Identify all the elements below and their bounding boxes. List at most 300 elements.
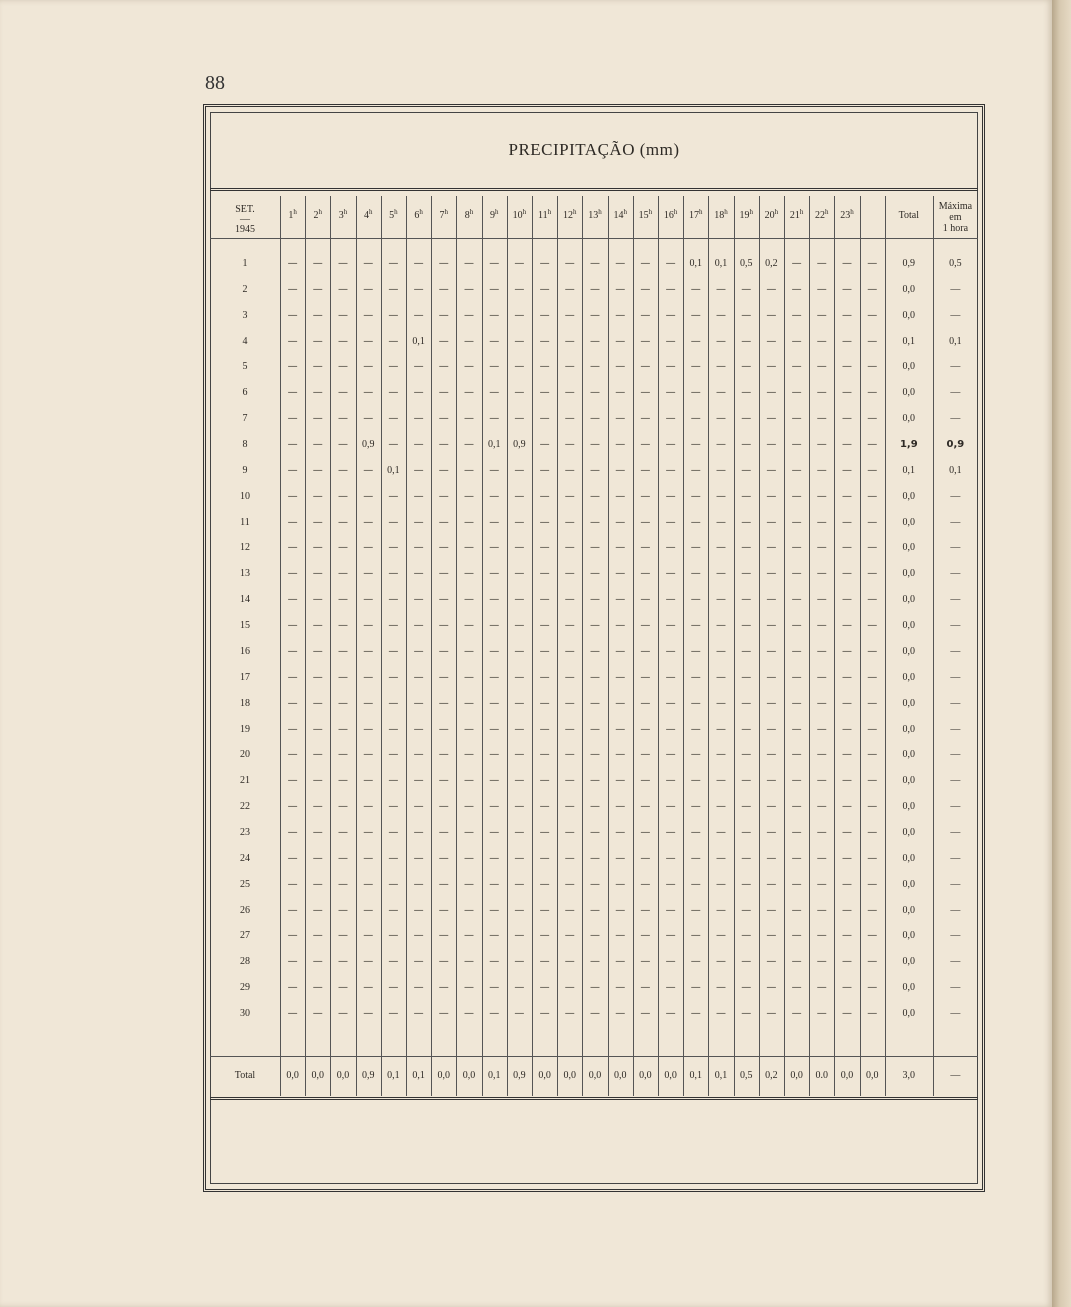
empty-dash: — xyxy=(741,852,752,864)
empty-dash: — xyxy=(690,878,701,890)
empty-dash: — xyxy=(589,620,600,632)
day-max: — xyxy=(950,852,961,864)
day-max: — xyxy=(950,361,961,373)
empty-dash: — xyxy=(363,335,374,347)
empty-dash: — xyxy=(514,645,525,657)
empty-dash: — xyxy=(615,594,626,606)
empty-dash: — xyxy=(640,826,651,838)
grand-max: — xyxy=(950,1070,961,1081)
empty-dash: — xyxy=(413,671,424,683)
empty-dash: — xyxy=(665,775,676,787)
empty-dash: — xyxy=(413,749,424,761)
empty-dash: — xyxy=(463,749,474,761)
empty-dash: — xyxy=(413,258,424,269)
empty-dash: — xyxy=(715,309,726,321)
empty-dash: — xyxy=(287,697,298,709)
empty-dash: — xyxy=(640,594,651,606)
empty-dash: — xyxy=(413,361,424,373)
empty-dash: — xyxy=(665,568,676,580)
hour-number: 18 xyxy=(714,210,725,221)
empty-dash: — xyxy=(337,283,348,295)
day-label: 29 xyxy=(240,982,250,994)
hour-number: 13 xyxy=(588,210,599,221)
empty-dash: — xyxy=(589,1008,600,1019)
empty-dash: — xyxy=(665,671,676,683)
empty-dash: — xyxy=(564,852,575,864)
empty-dash: — xyxy=(463,1008,474,1019)
empty-dash: — xyxy=(539,620,550,632)
empty-dash: — xyxy=(640,930,651,942)
hour-number: 21 xyxy=(789,210,800,221)
empty-dash: — xyxy=(463,490,474,502)
empty-dash: — xyxy=(287,490,298,502)
empty-dash: — xyxy=(715,620,726,632)
empty-dash: — xyxy=(337,930,348,942)
empty-dash: — xyxy=(463,878,474,890)
empty-dash: — xyxy=(665,1008,676,1019)
empty-dash: — xyxy=(564,413,575,425)
day-total: 0,0 xyxy=(902,361,916,373)
empty-dash: — xyxy=(640,956,651,968)
empty-dash: — xyxy=(438,749,449,761)
empty-dash: — xyxy=(337,697,348,709)
hour-value: 0,9 xyxy=(361,439,375,451)
empty-dash: — xyxy=(690,801,701,813)
empty-dash: — xyxy=(514,801,525,813)
empty-dash: — xyxy=(463,516,474,528)
empty-dash: — xyxy=(388,852,399,864)
empty-dash: — xyxy=(841,335,852,347)
hour-number: 12 xyxy=(563,210,574,221)
empty-dash: — xyxy=(388,801,399,813)
empty-dash: — xyxy=(715,878,726,890)
empty-dash: — xyxy=(841,464,852,476)
empty-dash: — xyxy=(715,335,726,347)
empty-dash: — xyxy=(312,516,323,528)
empty-dash: — xyxy=(539,490,550,502)
empty-dash: — xyxy=(388,826,399,838)
empty-dash: — xyxy=(867,826,878,838)
empty-dash: — xyxy=(615,620,626,632)
empty-dash: — xyxy=(640,439,651,451)
empty-dash: — xyxy=(615,542,626,554)
empty-dash: — xyxy=(539,697,550,709)
empty-dash: — xyxy=(337,1008,348,1019)
empty-dash: — xyxy=(867,723,878,735)
day-label: 6 xyxy=(242,387,248,399)
empty-dash: — xyxy=(312,620,323,632)
empty-dash: — xyxy=(615,387,626,399)
empty-dash: — xyxy=(690,413,701,425)
hour-value: 0,2 xyxy=(765,258,778,269)
day-total: 0,0 xyxy=(902,723,916,735)
empty-dash: — xyxy=(489,490,500,502)
day-label: 27 xyxy=(240,930,250,942)
empty-dash: — xyxy=(841,852,852,864)
hour-value: 0,1 xyxy=(387,464,400,476)
header-max-line: em xyxy=(949,212,962,223)
empty-dash: — xyxy=(413,413,424,425)
empty-dash: — xyxy=(463,309,474,321)
empty-dash: — xyxy=(589,749,600,761)
empty-dash: — xyxy=(413,568,424,580)
hour-suffix: h xyxy=(598,208,602,216)
empty-dash: — xyxy=(489,878,500,890)
empty-dash: — xyxy=(287,335,298,347)
empty-dash: — xyxy=(715,1008,726,1019)
empty-dash: — xyxy=(690,594,701,606)
hour-header xyxy=(557,206,582,222)
empty-dash: — xyxy=(741,516,752,528)
empty-dash: — xyxy=(816,852,827,864)
header-year: 1945 xyxy=(235,224,255,235)
empty-dash: — xyxy=(665,930,676,942)
empty-dash: — xyxy=(741,283,752,295)
empty-dash: — xyxy=(413,387,424,399)
hour-suffix: h xyxy=(494,208,499,216)
empty-dash: — xyxy=(741,775,752,787)
empty-dash: — xyxy=(715,775,726,787)
empty-dash: — xyxy=(791,930,802,942)
empty-dash: — xyxy=(413,594,424,606)
empty-dash: — xyxy=(438,697,449,709)
empty-dash: — xyxy=(791,645,802,657)
empty-dash: — xyxy=(589,309,600,321)
hour-value: 0,9 xyxy=(513,439,526,451)
empty-dash: — xyxy=(791,775,802,787)
empty-dash: — xyxy=(867,620,878,632)
empty-dash: — xyxy=(816,309,827,321)
total-hour-value: 0,0 xyxy=(613,1070,627,1081)
empty-dash: — xyxy=(388,439,399,451)
empty-dash: — xyxy=(363,361,374,373)
empty-dash: — xyxy=(463,258,474,269)
hour-header xyxy=(406,206,431,222)
empty-dash: — xyxy=(287,749,298,761)
empty-dash: — xyxy=(463,697,474,709)
day-label: 22 xyxy=(240,801,250,813)
empty-dash: — xyxy=(564,309,575,321)
empty-dash: — xyxy=(539,335,550,347)
empty-dash: — xyxy=(741,439,752,451)
empty-dash: — xyxy=(564,283,575,295)
day-max: 0,5 xyxy=(949,258,962,269)
total-hour-value: 0,5 xyxy=(739,1070,753,1081)
total-hour-value: 0,9 xyxy=(361,1070,375,1081)
empty-dash: — xyxy=(766,826,777,838)
empty-dash: — xyxy=(615,516,626,528)
empty-dash: — xyxy=(489,464,500,476)
empty-dash: — xyxy=(615,801,626,813)
empty-dash: — xyxy=(413,309,424,321)
day-total: 0,1 xyxy=(902,464,916,476)
empty-dash: — xyxy=(589,852,600,864)
empty-dash: — xyxy=(489,671,500,683)
empty-dash: — xyxy=(816,749,827,761)
empty-dash: — xyxy=(388,749,399,761)
empty-dash: — xyxy=(841,723,852,735)
empty-dash: — xyxy=(690,542,701,554)
empty-dash: — xyxy=(867,671,878,683)
empty-dash: — xyxy=(463,335,474,347)
day-label: 2 xyxy=(242,283,248,295)
empty-dash: — xyxy=(615,413,626,425)
empty-dash: — xyxy=(867,361,878,373)
empty-dash: — xyxy=(438,775,449,787)
empty-dash: — xyxy=(791,671,802,683)
empty-dash: — xyxy=(791,516,802,528)
empty-dash: — xyxy=(741,1008,752,1019)
day-total: 0,0 xyxy=(902,309,916,321)
empty-dash: — xyxy=(867,956,878,968)
empty-dash: — xyxy=(287,258,298,269)
empty-dash: — xyxy=(514,309,525,321)
empty-dash: — xyxy=(287,439,298,451)
empty-dash: — xyxy=(337,361,348,373)
empty-dash: — xyxy=(715,283,726,295)
empty-dash: — xyxy=(413,826,424,838)
hour-number: 22 xyxy=(815,210,826,221)
empty-dash: — xyxy=(741,723,752,735)
day-label: 21 xyxy=(240,775,250,787)
empty-dash: — xyxy=(564,620,575,632)
empty-dash: — xyxy=(489,413,500,425)
empty-dash: — xyxy=(741,413,752,425)
day-label: 16 xyxy=(240,645,250,657)
empty-dash: — xyxy=(564,490,575,502)
empty-dash: — xyxy=(615,439,626,451)
empty-dash: — xyxy=(463,852,474,864)
empty-dash: — xyxy=(766,878,777,890)
day-label: 4 xyxy=(242,335,248,347)
empty-dash: — xyxy=(665,982,676,994)
empty-dash: — xyxy=(363,1008,374,1019)
empty-dash: — xyxy=(665,361,676,373)
empty-dash: — xyxy=(791,723,802,735)
hour-number: 19 xyxy=(739,210,750,221)
empty-dash: — xyxy=(287,775,298,787)
empty-dash: — xyxy=(312,878,323,890)
total-hour-value: 0,0 xyxy=(336,1070,350,1081)
empty-dash: — xyxy=(690,904,701,916)
empty-dash: — xyxy=(337,671,348,683)
hour-header xyxy=(582,206,607,222)
empty-dash: — xyxy=(539,956,550,968)
day-total: 0,0 xyxy=(902,930,916,942)
empty-dash: — xyxy=(640,904,651,916)
empty-dash: — xyxy=(312,413,323,425)
hour-number: 7 xyxy=(439,210,445,221)
day-total: 0,0 xyxy=(902,904,916,916)
empty-dash: — xyxy=(766,490,777,502)
empty-dash: — xyxy=(413,464,424,476)
empty-dash: — xyxy=(287,671,298,683)
day-total: 0,9 xyxy=(902,258,916,269)
empty-dash: — xyxy=(640,878,651,890)
empty-dash: — xyxy=(287,645,298,657)
empty-dash: — xyxy=(413,542,424,554)
hour-header xyxy=(658,206,683,222)
empty-dash: — xyxy=(867,283,878,295)
day-label: 17 xyxy=(240,671,250,683)
empty-dash: — xyxy=(489,361,500,373)
empty-dash: — xyxy=(867,490,878,502)
hour-suffix: h xyxy=(648,208,653,216)
empty-dash: — xyxy=(312,490,323,502)
day-label: 15 xyxy=(240,620,250,632)
empty-dash: — xyxy=(741,956,752,968)
empty-dash: — xyxy=(287,516,298,528)
empty-dash: — xyxy=(413,878,424,890)
empty-dash: — xyxy=(312,1008,323,1019)
empty-dash: — xyxy=(388,594,399,606)
empty-dash: — xyxy=(514,826,525,838)
empty-dash: — xyxy=(337,749,348,761)
empty-dash: — xyxy=(816,671,827,683)
day-label: 19 xyxy=(240,723,250,735)
day-max: — xyxy=(950,697,961,709)
empty-dash: — xyxy=(665,697,676,709)
precipitation-table xyxy=(210,196,978,1096)
hour-suffix: h xyxy=(825,208,829,216)
total-hour-value: 0,0 xyxy=(437,1070,451,1081)
day-label: 5 xyxy=(242,361,248,373)
empty-dash: — xyxy=(715,801,726,813)
empty-dash: — xyxy=(363,594,374,606)
empty-dash: — xyxy=(867,801,878,813)
empty-dash: — xyxy=(287,283,298,295)
day-label: 28 xyxy=(240,956,250,968)
hour-suffix: h xyxy=(749,208,753,216)
header-rule xyxy=(210,238,978,239)
empty-dash: — xyxy=(489,516,500,528)
empty-dash: — xyxy=(816,464,827,476)
empty-dash: — xyxy=(312,749,323,761)
empty-dash: — xyxy=(589,645,600,657)
empty-dash: — xyxy=(841,749,852,761)
empty-dash: — xyxy=(287,982,298,994)
hour-header xyxy=(356,206,381,222)
empty-dash: — xyxy=(766,1008,777,1019)
empty-dash: — xyxy=(715,671,726,683)
empty-dash: — xyxy=(791,361,802,373)
empty-dash: — xyxy=(766,361,777,373)
empty-dash: — xyxy=(363,723,374,735)
hour-number: 23 xyxy=(840,210,851,221)
day-label: 30 xyxy=(240,1008,250,1019)
empty-dash: — xyxy=(589,723,600,735)
day-label: 8 xyxy=(242,439,248,451)
empty-dash: — xyxy=(388,645,399,657)
day-total: 0,0 xyxy=(902,852,916,864)
empty-dash: — xyxy=(438,464,449,476)
empty-dash: — xyxy=(312,439,323,451)
empty-dash: — xyxy=(791,439,802,451)
empty-dash: — xyxy=(816,490,827,502)
empty-dash: — xyxy=(413,645,424,657)
empty-dash: — xyxy=(514,878,525,890)
empty-dash: — xyxy=(867,1008,878,1019)
empty-dash: — xyxy=(766,620,777,632)
empty-dash: — xyxy=(690,1008,701,1019)
day-total: 0,0 xyxy=(902,801,916,813)
empty-dash: — xyxy=(589,982,600,994)
day-total: 0,0 xyxy=(902,387,916,399)
day-max: — xyxy=(950,826,961,838)
empty-dash: — xyxy=(337,826,348,838)
empty-dash: — xyxy=(816,982,827,994)
empty-dash: — xyxy=(690,723,701,735)
day-total: 0,0 xyxy=(902,956,916,968)
empty-dash: — xyxy=(438,826,449,838)
empty-dash: — xyxy=(766,930,777,942)
empty-dash: — xyxy=(463,542,474,554)
empty-dash: — xyxy=(438,439,449,451)
empty-dash: — xyxy=(665,335,676,347)
day-total: 0,0 xyxy=(902,749,916,761)
hour-suffix: h xyxy=(419,208,423,216)
header-month: SET. xyxy=(235,204,255,215)
empty-dash: — xyxy=(766,568,777,580)
empty-dash: — xyxy=(791,258,802,269)
empty-dash: — xyxy=(741,387,752,399)
empty-dash: — xyxy=(514,749,525,761)
empty-dash: — xyxy=(741,671,752,683)
header-total: Total xyxy=(898,210,919,221)
empty-dash: — xyxy=(791,490,802,502)
empty-dash: — xyxy=(690,956,701,968)
empty-dash: — xyxy=(816,697,827,709)
total-hour-value: 0,0 xyxy=(865,1070,879,1081)
empty-dash: — xyxy=(337,516,348,528)
empty-dash: — xyxy=(564,335,575,347)
day-total: 0,0 xyxy=(902,645,916,657)
empty-dash: — xyxy=(816,801,827,813)
empty-dash: — xyxy=(337,723,348,735)
empty-dash: — xyxy=(312,826,323,838)
empty-dash: — xyxy=(312,904,323,916)
day-label: 3 xyxy=(242,309,248,321)
hour-suffix: h xyxy=(522,208,527,216)
empty-dash: — xyxy=(539,852,550,864)
empty-dash: — xyxy=(363,801,374,813)
empty-dash: — xyxy=(564,826,575,838)
empty-dash: — xyxy=(287,361,298,373)
empty-dash: — xyxy=(388,309,399,321)
empty-dash: — xyxy=(589,826,600,838)
empty-dash: — xyxy=(791,1008,802,1019)
empty-dash: — xyxy=(841,594,852,606)
empty-dash: — xyxy=(640,361,651,373)
empty-dash: — xyxy=(741,464,752,476)
empty-dash: — xyxy=(287,801,298,813)
empty-dash: — xyxy=(489,930,500,942)
empty-dash: — xyxy=(715,723,726,735)
total-hour-value: 0,0 xyxy=(588,1070,602,1081)
empty-dash: — xyxy=(413,775,424,787)
empty-dash: — xyxy=(438,568,449,580)
empty-dash: — xyxy=(640,775,651,787)
empty-dash: — xyxy=(514,464,525,476)
empty-dash: — xyxy=(665,749,676,761)
empty-dash: — xyxy=(867,930,878,942)
empty-dash: — xyxy=(438,361,449,373)
day-total: 0,0 xyxy=(902,283,916,295)
empty-dash: — xyxy=(589,516,600,528)
empty-dash: — xyxy=(741,826,752,838)
empty-dash: — xyxy=(816,387,827,399)
empty-dash: — xyxy=(413,1008,424,1019)
